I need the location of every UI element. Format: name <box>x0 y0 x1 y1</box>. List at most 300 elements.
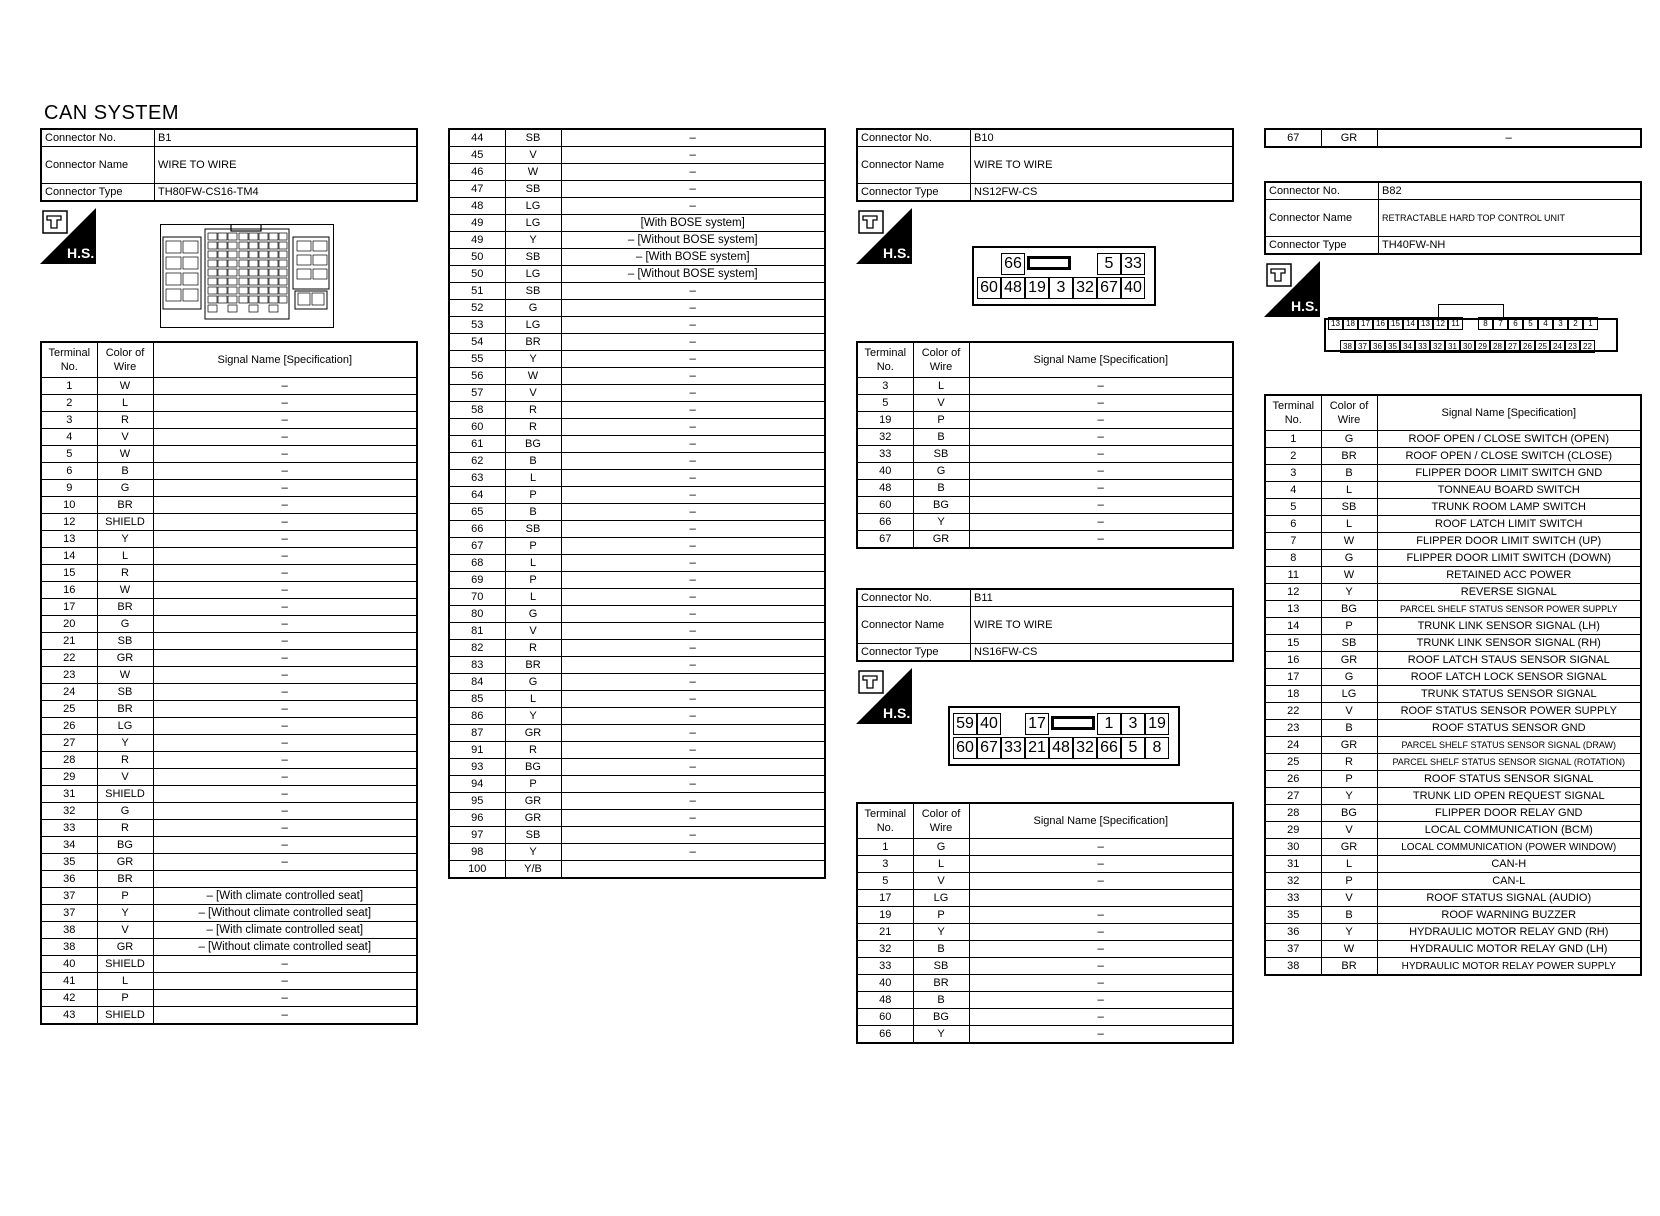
terminal-no-cell: 56 <box>449 368 505 385</box>
wire-color-cell: Y <box>505 708 561 725</box>
table-row <box>41 616 417 633</box>
table-row <box>449 844 825 861</box>
terminal-no-cell: 40 <box>857 975 913 992</box>
table-row <box>449 623 825 640</box>
signal-name-cell: – <box>153 412 417 429</box>
signal-name-cell: – <box>969 856 1233 873</box>
signal-name-cell: – <box>153 395 417 412</box>
wire-color-cell: SB <box>913 958 969 975</box>
table-row <box>41 803 417 820</box>
b82-connector-face <box>1324 318 1618 352</box>
table-row <box>449 164 825 181</box>
signal-name-cell: – <box>153 735 417 752</box>
signal-name-cell: – <box>561 487 825 504</box>
wire-color-cell: BR <box>505 657 561 674</box>
signal-name-cell: – <box>969 924 1233 941</box>
signal-name-cell: – <box>153 990 417 1007</box>
terminal-no-cell: 47 <box>449 181 505 198</box>
signal-name-cell: FLIPPER DOOR LIMIT SWITCH (UP) <box>1377 533 1641 550</box>
wire-color-cell: V <box>97 922 153 939</box>
table-row <box>857 497 1233 514</box>
signal-name-cell: – [With climate controlled seat] <box>153 922 417 939</box>
connector-pin: 8 <box>1478 317 1493 330</box>
signal-name-cell: – [Without climate controlled seat] <box>153 939 417 956</box>
table-row <box>41 633 417 650</box>
table-row <box>41 905 417 922</box>
terminal-no-cell: 26 <box>41 718 97 735</box>
table-row <box>857 514 1233 531</box>
table-row <box>857 1026 1233 1044</box>
table-row <box>449 691 825 708</box>
table-row <box>41 701 417 718</box>
connector-pin: 7 <box>1493 317 1508 330</box>
terminal-no-cell: 24 <box>41 684 97 701</box>
terminal-no-cell: 49 <box>449 215 505 232</box>
table-row <box>449 385 825 402</box>
table-row <box>449 300 825 317</box>
b1-continued-rows <box>449 129 825 878</box>
b82-terminal-table <box>1264 394 1642 976</box>
terminal-no-cell: 98 <box>449 844 505 861</box>
color-of-wire-header: Color of Wire <box>913 342 969 378</box>
connector-pin: 32 <box>1073 737 1097 759</box>
wire-color-cell: V <box>913 873 969 890</box>
wire-color-cell: W <box>505 368 561 385</box>
signal-name-cell: TRUNK LINK SENSOR SIGNAL (LH) <box>1377 618 1641 635</box>
terminal-no-cell: 29 <box>41 769 97 786</box>
terminal-no-cell: 16 <box>41 582 97 599</box>
table-row <box>449 555 825 572</box>
terminal-no-cell: 50 <box>449 249 505 266</box>
signal-name-cell: – <box>969 839 1233 856</box>
signal-name-cell: LOCAL COMMUNICATION (BCM) <box>1377 822 1641 839</box>
table-row <box>857 924 1233 941</box>
wire-color-cell: Y <box>505 844 561 861</box>
table-row <box>41 548 417 565</box>
wire-color-cell: SB <box>505 283 561 300</box>
wire-color-cell: BR <box>913 975 969 992</box>
signal-name-cell: – <box>153 463 417 480</box>
b10-continued-table <box>1264 128 1642 148</box>
terminal-no-cell: 35 <box>1265 907 1321 924</box>
terminal-no-cell: 60 <box>449 419 505 436</box>
table-row <box>41 939 417 956</box>
wire-color-cell: V <box>913 395 969 412</box>
wire-color-cell: R <box>505 640 561 657</box>
signal-name-header: Signal Name [Specification] <box>1377 395 1641 431</box>
wire-color-cell: W <box>1321 533 1377 550</box>
terminal-no-cell: 49 <box>449 232 505 249</box>
connector-pin: 3 <box>1049 277 1073 299</box>
signal-name-cell: – <box>969 412 1233 429</box>
b11-face-bottom-row <box>953 737 1175 759</box>
connector-type-label: Connector Type <box>857 644 971 662</box>
wire-color-cell: SB <box>505 827 561 844</box>
connector-pin-empty <box>1001 713 1025 735</box>
b1-terminal-rows <box>41 378 417 1025</box>
connector-pin: 2 <box>1568 317 1583 330</box>
table-row <box>857 992 1233 1009</box>
wire-color-cell: B <box>913 429 969 446</box>
table-row <box>449 674 825 691</box>
connector-pin: 15 <box>1388 317 1403 330</box>
connector-pin: 31 <box>1445 340 1460 353</box>
hs-icon <box>40 208 96 264</box>
connector-no-label: Connector No. <box>857 129 971 147</box>
signal-name-cell: – <box>561 691 825 708</box>
wire-color-cell: LG <box>1321 686 1377 703</box>
table-row <box>1265 873 1641 890</box>
b10-face-bottom-row <box>977 277 1151 299</box>
b10-terminal-table <box>856 341 1234 549</box>
terminal-no-cell: 5 <box>41 446 97 463</box>
terminal-no-cell: 1 <box>1265 431 1321 448</box>
signal-name-cell: – <box>969 873 1233 890</box>
signal-name-cell: – <box>969 992 1233 1009</box>
table-row <box>41 514 417 531</box>
terminal-no-cell: 57 <box>449 385 505 402</box>
wire-color-cell: P <box>1321 873 1377 890</box>
table-row <box>1265 907 1641 924</box>
wire-color-cell: G <box>505 606 561 623</box>
terminal-no-cell: 67 <box>857 531 913 549</box>
table-row <box>41 565 417 582</box>
table-row <box>449 198 825 215</box>
terminal-no-cell: 83 <box>449 657 505 674</box>
wire-color-cell: L <box>97 548 153 565</box>
connector-lock <box>1051 716 1095 730</box>
terminal-no-cell: 1 <box>41 378 97 395</box>
table-row <box>857 412 1233 429</box>
wire-color-cell: SB <box>97 684 153 701</box>
table-row <box>41 531 417 548</box>
connector-pin: 5 <box>1097 253 1121 275</box>
signal-name-cell: – <box>969 531 1233 549</box>
wire-color-cell: R <box>97 565 153 582</box>
wire-color-cell: SB <box>97 633 153 650</box>
signal-name-cell: – <box>561 351 825 368</box>
color-of-wire-header: Color of Wire <box>913 803 969 839</box>
signal-name-cell: PARCEL SHELF STATUS SENSOR SIGNAL (ROTATION) <box>1377 754 1641 771</box>
connector-pin: 18 <box>1343 317 1358 330</box>
terminal-no-cell: 17 <box>1265 669 1321 686</box>
signal-name-cell <box>561 861 825 879</box>
wire-color-cell: B <box>505 453 561 470</box>
b1-connector-no: B1 <box>155 129 418 147</box>
terminal-no-cell: 68 <box>449 555 505 572</box>
signal-name-cell: – <box>153 803 417 820</box>
signal-name-cell: HYDRAULIC MOTOR RELAY GND (LH) <box>1377 941 1641 958</box>
b11-connector-no: B11 <box>971 589 1234 607</box>
terminal-no-cell: 1 <box>857 839 913 856</box>
table-row <box>449 793 825 810</box>
table-row <box>857 480 1233 497</box>
table-row <box>857 839 1233 856</box>
table-row <box>449 334 825 351</box>
connector-no-label: Connector No. <box>41 129 155 147</box>
terminal-no-cell: 4 <box>1265 482 1321 499</box>
terminal-no-cell: 5 <box>857 395 913 412</box>
wire-color-cell: GR <box>1321 737 1377 754</box>
signal-name-cell: – <box>969 497 1233 514</box>
signal-name-cell: ROOF LATCH STAUS SENSOR SIGNAL <box>1377 652 1641 669</box>
terminal-no-cell: 63 <box>449 470 505 487</box>
signal-name-cell: CAN-L <box>1377 873 1641 890</box>
signal-name-cell: – <box>153 769 417 786</box>
signal-name-cell: – <box>561 742 825 759</box>
signal-name-cell: FLIPPER DOOR LIMIT SWITCH GND <box>1377 465 1641 482</box>
table-row <box>449 215 825 232</box>
table-row <box>1265 924 1641 941</box>
wire-color-cell: P <box>505 487 561 504</box>
wire-color-cell: P <box>1321 618 1377 635</box>
signal-name-cell: – <box>153 786 417 803</box>
signal-name-cell: ROOF STATUS SENSOR GND <box>1377 720 1641 737</box>
signal-name-cell: – <box>153 582 417 599</box>
signal-name-cell: – <box>561 334 825 351</box>
table-row <box>449 657 825 674</box>
signal-name-cell: [With BOSE system] <box>561 215 825 232</box>
table-row <box>449 419 825 436</box>
connector-pin-empty <box>1073 253 1097 275</box>
signal-name-cell: – <box>153 497 417 514</box>
signal-name-cell: – [With climate controlled seat] <box>153 888 417 905</box>
connector-pin: 36 <box>1370 340 1385 353</box>
connector-pin: 6 <box>1508 317 1523 330</box>
table-row <box>449 249 825 266</box>
table-row <box>1265 805 1641 822</box>
connector-type-label: Connector Type <box>857 184 971 202</box>
table-row <box>1265 448 1641 465</box>
wire-color-cell: Y <box>97 905 153 922</box>
terminal-no-cell: 28 <box>1265 805 1321 822</box>
signal-name-cell: – <box>561 368 825 385</box>
signal-name-cell: – <box>153 429 417 446</box>
signal-name-cell: – <box>153 684 417 701</box>
signal-name-cell: – <box>561 640 825 657</box>
b11-terminal-section <box>856 802 1234 1044</box>
wire-color-cell: Y/B <box>505 861 561 879</box>
signal-name-cell: – <box>969 395 1233 412</box>
signal-name-cell: – <box>969 463 1233 480</box>
table-row <box>41 871 417 888</box>
wire-color-cell: G <box>97 803 153 820</box>
signal-name-cell: – [With BOSE system] <box>561 249 825 266</box>
connector-pin: 66 <box>1001 253 1025 275</box>
connector-pin: 22 <box>1580 340 1595 353</box>
wire-color-cell: R <box>97 820 153 837</box>
terminal-no-cell: 33 <box>41 820 97 837</box>
table-row <box>41 956 417 973</box>
b1-connector-face <box>160 224 334 328</box>
wire-color-cell: L <box>505 691 561 708</box>
b11-column <box>856 588 1234 662</box>
terminal-no-cell: 58 <box>449 402 505 419</box>
terminal-no-cell: 95 <box>449 793 505 810</box>
wire-color-cell: V <box>1321 703 1377 720</box>
wire-color-cell: V <box>97 769 153 786</box>
wire-color-cell: G <box>913 463 969 480</box>
signal-name-cell: – <box>153 548 417 565</box>
terminal-no-cell: 33 <box>1265 890 1321 907</box>
terminal-no-cell: 48 <box>857 480 913 497</box>
wire-color-cell: R <box>505 402 561 419</box>
terminal-no-cell: 12 <box>41 514 97 531</box>
table-row <box>449 538 825 555</box>
wire-color-cell: V <box>505 385 561 402</box>
table-row <box>41 497 417 514</box>
b10-column <box>856 128 1234 202</box>
wire-color-cell: B <box>97 463 153 480</box>
terminal-no-cell: 22 <box>41 650 97 667</box>
signal-name-cell: HYDRAULIC MOTOR RELAY GND (RH) <box>1377 924 1641 941</box>
table-row <box>1265 431 1641 448</box>
connector-pin: 37 <box>1355 340 1370 353</box>
connector-pin: 48 <box>1049 737 1073 759</box>
wire-color-cell: LG <box>913 890 969 907</box>
signal-name-cell: – <box>153 599 417 616</box>
table-row <box>449 759 825 776</box>
terminal-no-cell: 97 <box>449 827 505 844</box>
terminal-no-header: Terminal No. <box>857 803 913 839</box>
signal-name-cell: PARCEL SHELF STATUS SENSOR SIGNAL (DRAW) <box>1377 737 1641 754</box>
connector-pin: 13 <box>1418 317 1433 330</box>
connector-pin: 40 <box>977 713 1001 735</box>
signal-name-cell: – <box>561 300 825 317</box>
wire-color-cell: SB <box>505 129 561 147</box>
table-row <box>857 463 1233 480</box>
signal-name-cell: – <box>153 973 417 990</box>
b1-column <box>40 128 418 202</box>
terminal-no-cell: 25 <box>1265 754 1321 771</box>
table-row <box>449 640 825 657</box>
terminal-no-cell: 27 <box>1265 788 1321 805</box>
b11-connector-face <box>948 706 1180 766</box>
connector-pin: 8 <box>1145 737 1169 759</box>
wire-color-cell: BG <box>913 1009 969 1026</box>
table-row <box>857 1009 1233 1026</box>
wire-color-cell: V <box>1321 890 1377 907</box>
table-row <box>857 531 1233 549</box>
wire-color-cell: W <box>1321 941 1377 958</box>
b1-connector-name: WIRE TO WIRE <box>155 147 418 184</box>
signal-name-cell: – <box>153 701 417 718</box>
table-row <box>41 412 417 429</box>
table-row <box>41 480 417 497</box>
connector-pin: 16 <box>1373 317 1388 330</box>
hs-label: H.S. <box>883 705 911 721</box>
wire-color-cell: V <box>505 623 561 640</box>
table-row <box>41 752 417 769</box>
signal-name-cell: – <box>561 198 825 215</box>
terminal-no-cell: 9 <box>41 480 97 497</box>
table-row <box>41 684 417 701</box>
table-row <box>41 582 417 599</box>
signal-name-cell: – <box>969 958 1233 975</box>
wire-color-cell: G <box>505 300 561 317</box>
terminal-no-cell: 33 <box>857 446 913 463</box>
terminal-no-cell: 37 <box>1265 941 1321 958</box>
terminal-no-cell: 43 <box>41 1007 97 1025</box>
table-row <box>1265 465 1641 482</box>
terminal-no-cell: 91 <box>449 742 505 759</box>
connector-pin: 66 <box>1097 737 1121 759</box>
connector-pin: 38 <box>1340 340 1355 353</box>
signal-name-cell: – <box>153 820 417 837</box>
signal-name-cell: ROOF STATUS SENSOR SIGNAL <box>1377 771 1641 788</box>
terminal-no-cell: 50 <box>449 266 505 283</box>
table-row <box>41 837 417 854</box>
terminal-no-cell: 40 <box>41 956 97 973</box>
table-row <box>449 827 825 844</box>
wire-color-cell: BR <box>505 334 561 351</box>
terminal-no-cell: 16 <box>1265 652 1321 669</box>
terminal-no-cell: 3 <box>1265 465 1321 482</box>
terminal-no-cell: 12 <box>1265 584 1321 601</box>
signal-name-cell: – <box>969 1009 1233 1026</box>
b82-face-bottom-row <box>1340 340 1614 353</box>
signal-name-cell: – <box>561 402 825 419</box>
table-row <box>1265 686 1641 703</box>
table-row <box>857 907 1233 924</box>
terminal-no-cell: 61 <box>449 436 505 453</box>
signal-name-cell <box>153 871 417 888</box>
wire-color-cell: L <box>1321 516 1377 533</box>
wire-color-cell: R <box>1321 754 1377 771</box>
signal-name-cell: – <box>153 854 417 871</box>
wire-color-cell: BG <box>913 497 969 514</box>
terminal-no-cell: 21 <box>857 924 913 941</box>
signal-name-cell: – <box>561 572 825 589</box>
table-row <box>449 810 825 827</box>
signal-name-cell: – <box>153 446 417 463</box>
terminal-no-cell: 37 <box>41 905 97 922</box>
table-row <box>1265 516 1641 533</box>
wire-color-cell: SB <box>1321 635 1377 652</box>
signal-name-cell: – <box>153 667 417 684</box>
table-row <box>1265 669 1641 686</box>
table-row <box>1265 618 1641 635</box>
signal-name-cell: – <box>561 623 825 640</box>
wire-color-cell: L <box>97 395 153 412</box>
signal-name-cell: – <box>969 429 1233 446</box>
table-row <box>857 395 1233 412</box>
terminal-no-cell: 23 <box>1265 720 1321 737</box>
connector-lock <box>1027 256 1071 270</box>
terminal-no-cell: 54 <box>449 334 505 351</box>
wire-color-cell: BR <box>97 701 153 718</box>
connector-pin: 30 <box>1460 340 1475 353</box>
signal-name-cell: – <box>561 283 825 300</box>
table-row <box>41 922 417 939</box>
connector-pin: 32 <box>1430 340 1445 353</box>
terminal-no-cell: 67 <box>1265 129 1321 147</box>
b10-connector-face <box>972 246 1156 306</box>
b82-info-table <box>1264 181 1642 255</box>
terminal-no-cell: 17 <box>857 890 913 907</box>
wire-color-cell: LG <box>505 266 561 283</box>
wire-color-cell: P <box>505 572 561 589</box>
signal-name-cell: – <box>153 531 417 548</box>
signal-name-cell: – <box>969 378 1233 395</box>
wire-color-cell: LG <box>505 317 561 334</box>
wire-color-cell: V <box>97 429 153 446</box>
signal-name-cell: – <box>561 147 825 164</box>
wire-color-cell: Y <box>913 924 969 941</box>
table-row <box>41 786 417 803</box>
terminal-no-cell: 5 <box>1265 499 1321 516</box>
color-of-wire-header: Color of Wire <box>97 342 153 378</box>
